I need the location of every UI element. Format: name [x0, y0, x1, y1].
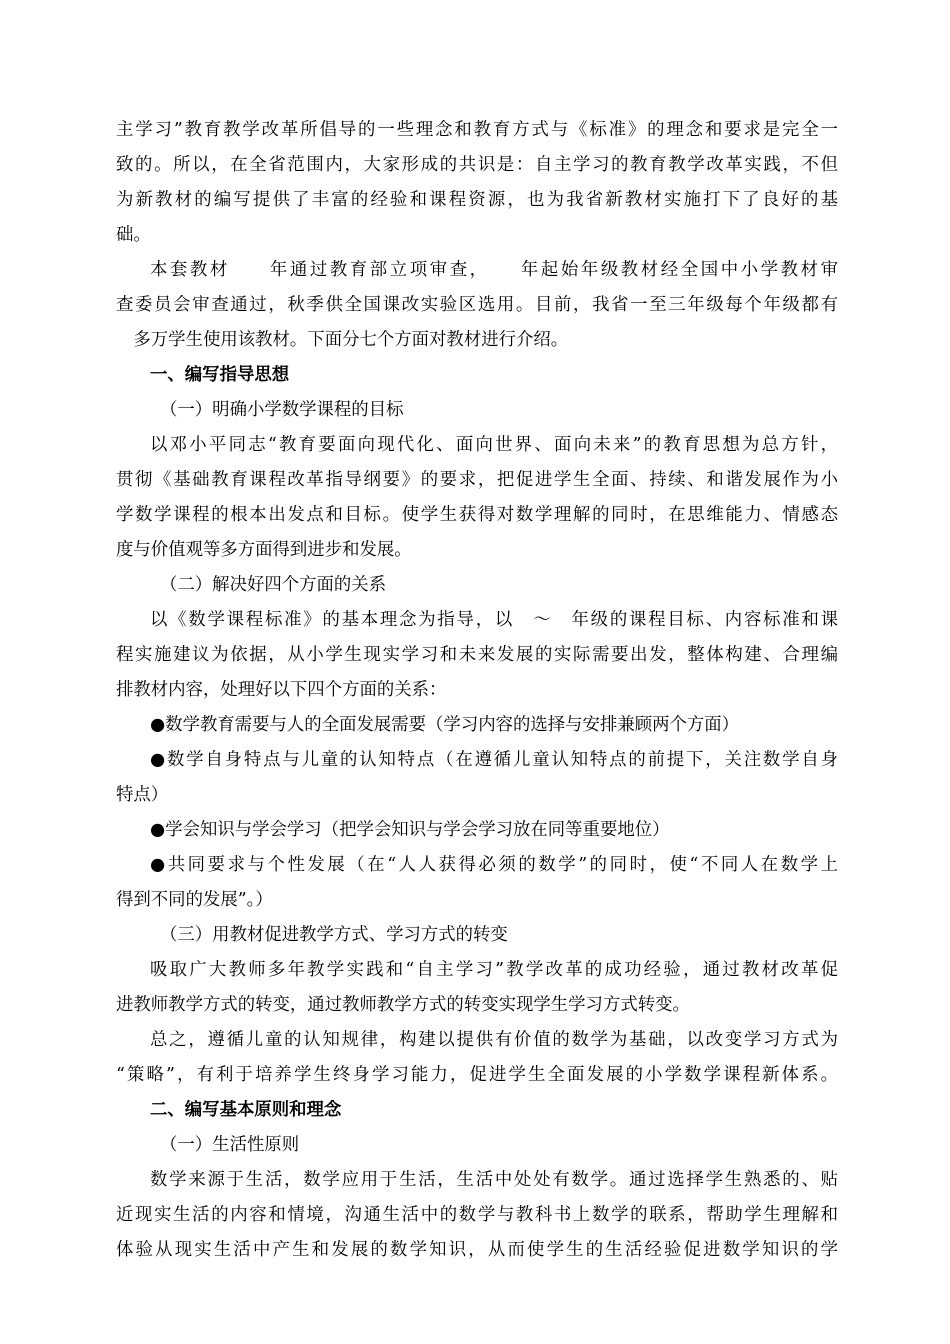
paragraph-line: 数学来源于生活，数学应用于生活，生活中处处有数学。通过选择学生熟悉的、贴 [150, 1170, 838, 1190]
paragraph-line: 进教师教学方式的转变，通过教师教学方式的转变实现学生学习方式转变。 [116, 995, 690, 1015]
paragraph-line: 以《数学课程标准》的基本理念为指导，以 ～ 年级的课程目标、内容标准和课 [150, 610, 838, 630]
bullet-item: ●共同要求与个性发展（在“人人获得必须的数学”的同时，使“不同人在数学上 [150, 855, 838, 875]
paragraph-line: 体验从现实生活中产生和发展的数学知识，从而使学生的生活经验促进数学知识的学 [116, 1240, 838, 1260]
subsection-heading: （三）用教材促进教学方式、学习方式的转变 [160, 925, 508, 945]
paragraph-line: 吸取广大教师多年教学实践和“自主学习”教学改革的成功经验，通过教材改革促 [150, 960, 838, 980]
paragraph-line: 多万学生使用该教材。下面分七个方面对教材进行介绍。 [116, 330, 569, 350]
paragraph-line: 程实施建议为依据，从小学生现实学习和未来发展的实际需要出发，整体构建、合理编 [116, 645, 838, 665]
paragraph-line: 以邓小平同志“教育要面向现代化、面向世界、面向未来”的教育思想为总方针， [150, 435, 838, 455]
paragraph-line: 查委员会审查通过，秋季供全国课改实验区选用。目前，我省一至三年级每个年级都有 [116, 295, 838, 315]
paragraph-line: 度与价值观等多方面得到进步和发展。 [116, 540, 412, 560]
paragraph-line: 础。 [116, 225, 151, 245]
paragraph-line: “策略”，有利于培养学生终身学习能力，促进学生全面发展的小学数学课程新体系。 [116, 1065, 838, 1085]
paragraph-line: 主学习”教育教学改革所倡导的一些理念和教育方式与《标准》的理念和要求是完全一 [116, 120, 838, 140]
paragraph-line: 为新教材的编写提供了丰富的经验和课程资源，也为我省新教材实施打下了良好的基 [116, 190, 838, 210]
subsection-heading: （一）生活性原则 [160, 1135, 300, 1155]
paragraph-line: 本套教材 年通过教育部立项审查， 年起始年级教材经全国中小学教材审 [150, 260, 838, 280]
bullet-item-continuation: 得到不同的发展”。） [116, 890, 273, 910]
section-heading: 一、编写指导思想 [150, 365, 290, 385]
bullet-item: ●数学教育需要与人的全面发展需要（学习内容的选择与安排兼顾两个方面） [150, 715, 740, 735]
paragraph-line: 致的。所以，在全省范围内，大家形成的共识是：自主学习的教育教学改革实践，不但 [116, 155, 838, 175]
bullet-item: ●学会知识与学会学习（把学会知识与学会学习放在同等重要地位） [150, 820, 670, 840]
paragraph-line: 总之，遵循儿童的认知规律，构建以提供有价值的数学为基础，以改变学习方式为 [150, 1030, 838, 1050]
bullet-item: ●数学自身特点与儿童的认知特点（在遵循儿童认知特点的前提下，关注数学自身 [150, 750, 838, 770]
paragraph-line: 学数学课程的根本出发点和目标。使学生获得对数学理解的同时，在思维能力、情感态 [116, 505, 838, 525]
paragraph-line: 排教材内容，处理好以下四个方面的关系： [116, 680, 447, 700]
section-heading: 二、编写基本原则和理念 [150, 1100, 342, 1120]
subsection-heading: （一）明确小学数学课程的目标 [160, 400, 404, 420]
paragraph-line: 近现实生活的内容和情境，沟通生活中的数学与教科书上数学的联系，帮助学生理解和 [116, 1205, 838, 1225]
bullet-item-continuation: 特点） [116, 785, 169, 805]
subsection-heading: （二）解决好四个方面的关系 [160, 575, 387, 595]
paragraph-line: 贯彻《基础教育课程改革指导纲要》的要求，把促进学生全面、持续、和谐发展作为小 [116, 470, 838, 490]
